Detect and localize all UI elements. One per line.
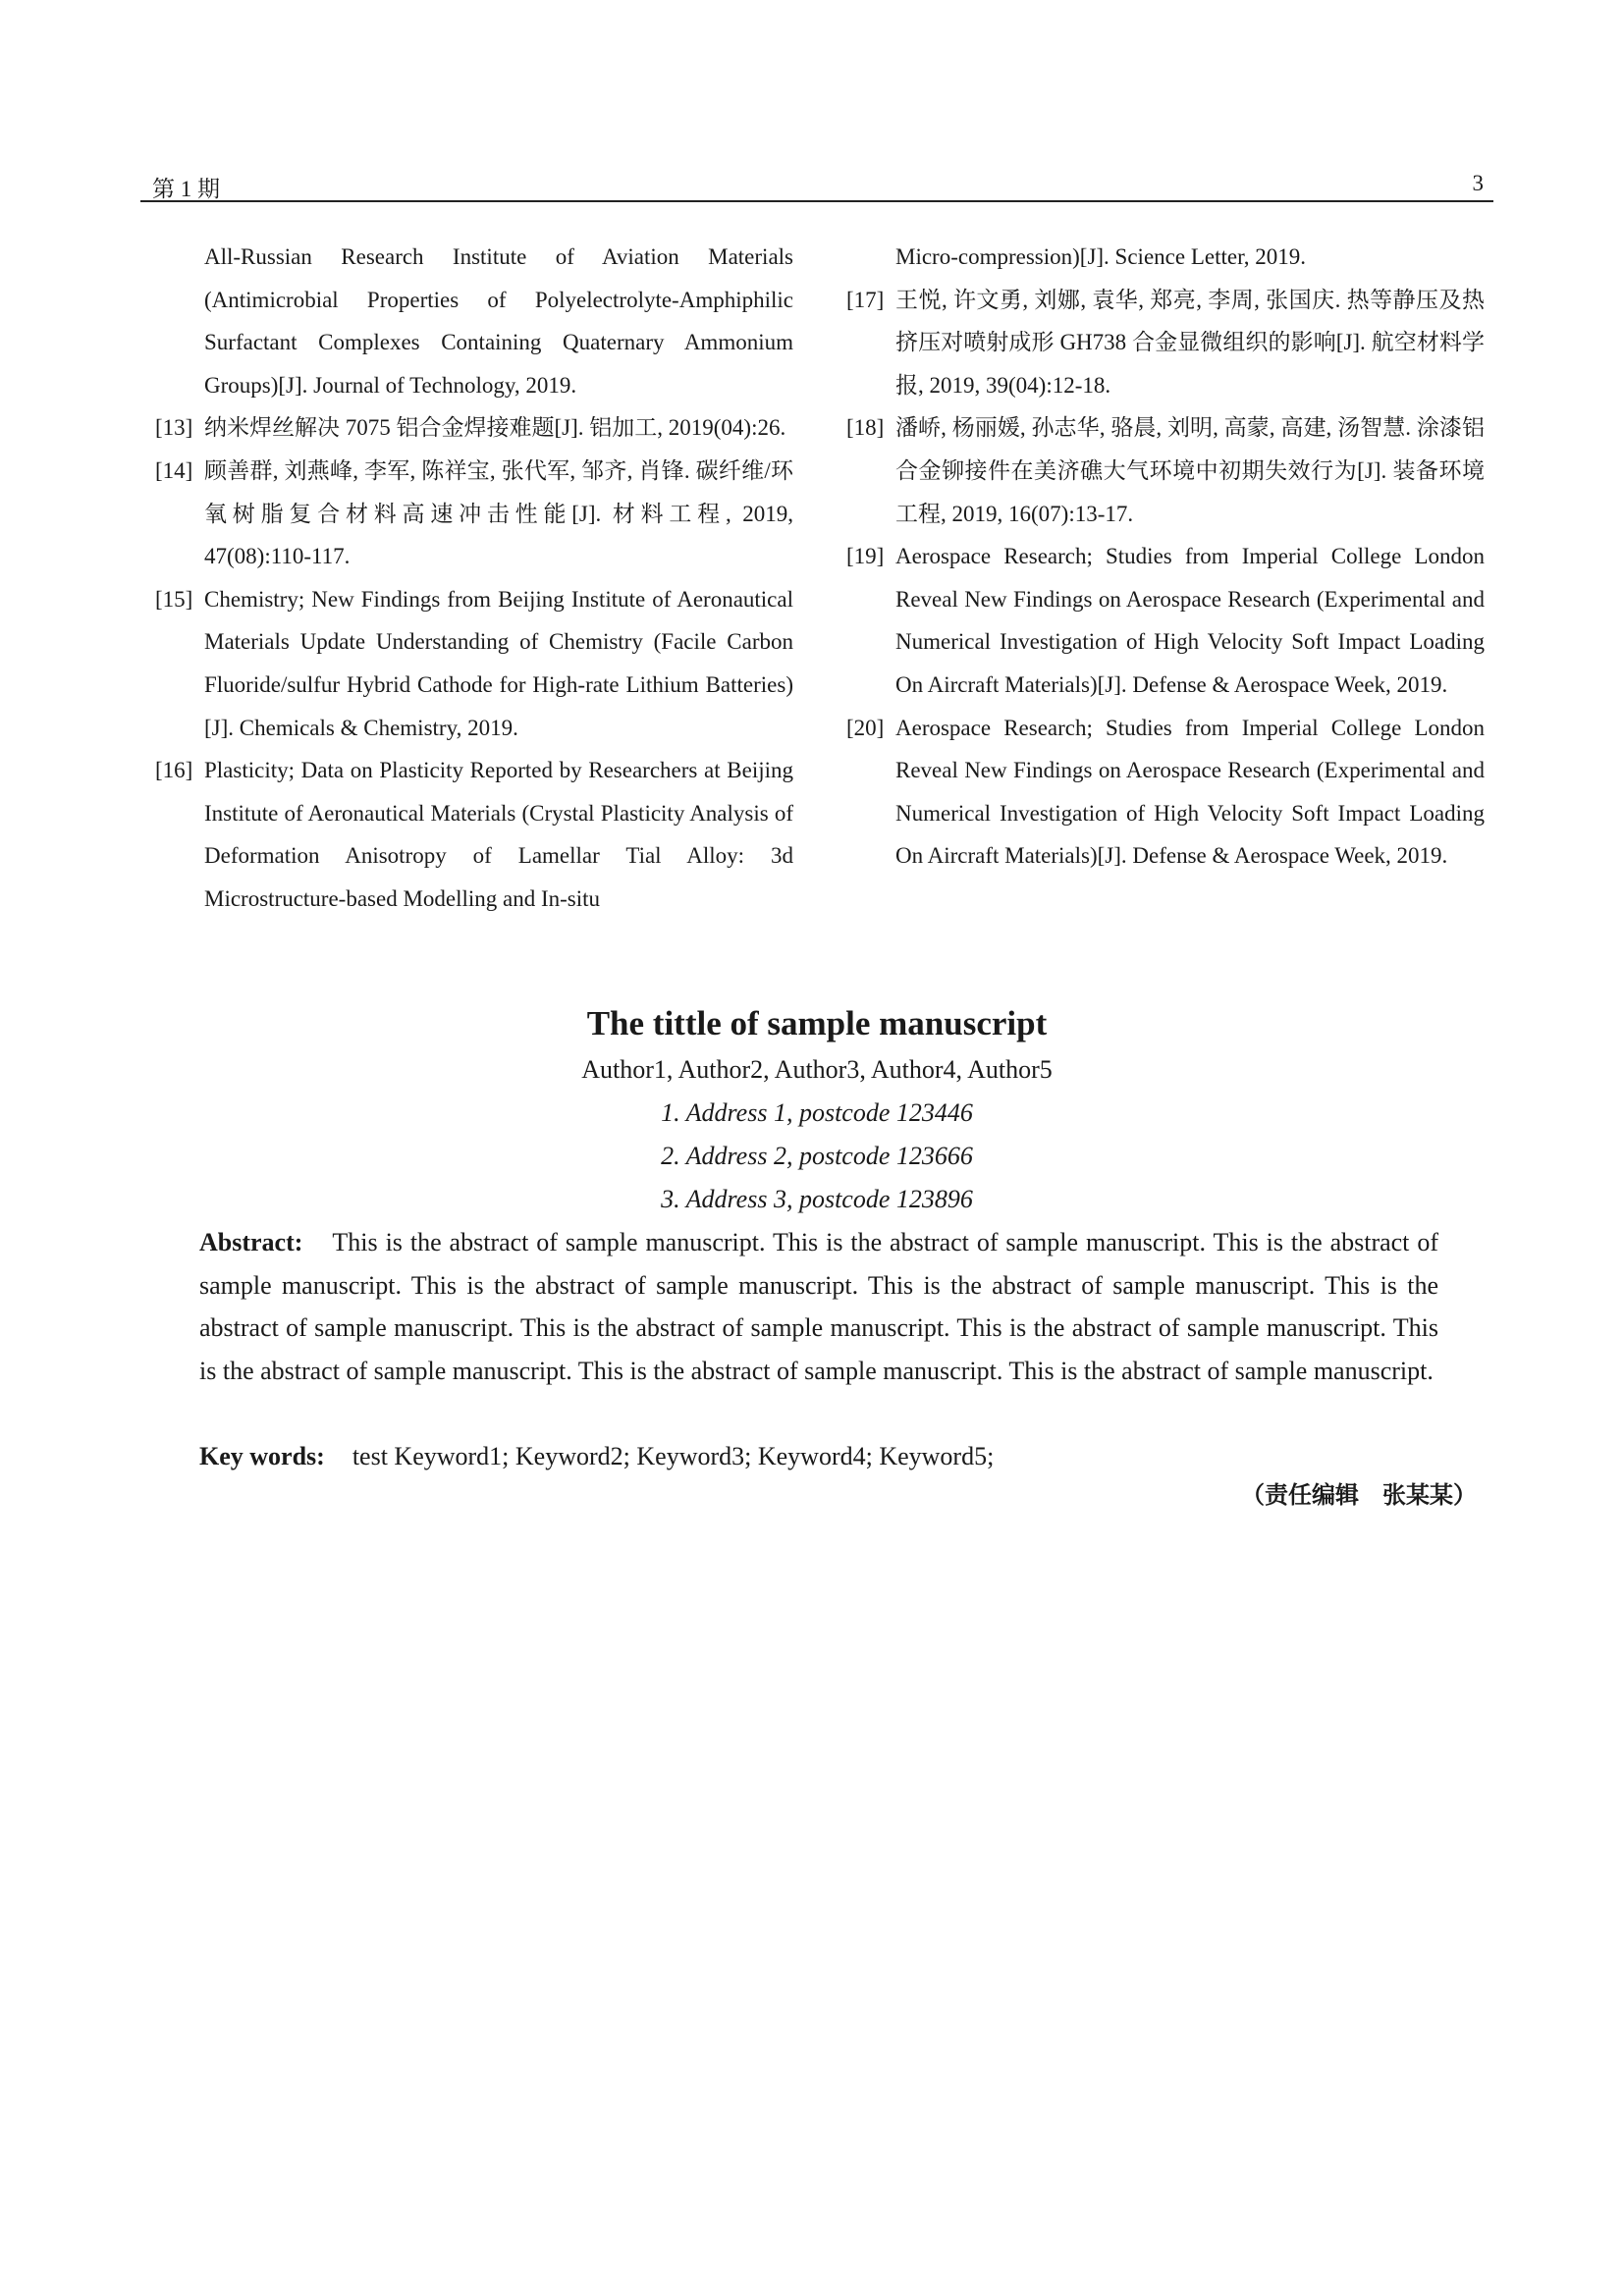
reference-text: Plasticity; Data on Plasticity Reported by Researchers at Beijing Institute of Aeronautical Materials (Crystal Plasticity Analysis of Deformation Anisotropy of Lamellar Tial Alloy: 3d Microstructure-based Modelling and In-situ <box>204 758 793 911</box>
abstract-label: Abstract: <box>199 1228 303 1256</box>
reference-text: Aerospace Research; Studies from Imperial College London Reveal New Findings on Aerospace Research (Experimental and Numerical Investigation of High Velocity Soft Impact Loading On Aircraft Materials)[J]. Defense & Aerospace Week, 2019. <box>895 544 1485 697</box>
reference-text: Micro-compression)[J]. Science Letter, 2019. <box>895 244 1307 269</box>
reference-item <box>155 406 793 450</box>
issue-number: 第 1 期 <box>152 177 220 201</box>
reference-number: [14] <box>155 457 193 483</box>
reference-item <box>155 450 793 578</box>
address-line: 3. Address 3, postcode 123896 <box>661 1185 973 1213</box>
english-abstract <box>199 1221 1438 1392</box>
reference-number: [15] <box>155 586 193 612</box>
address-line: 1. Address 1, postcode 123446 <box>661 1098 973 1127</box>
reference-text: 潘峤, 杨丽媛, 孙志华, 骆晨, 刘明, 高蒙, 高建, 汤智慧. 涂漆铝合金铆接件在美济礁大气环境中初期失效行为[J]. 装备环境工程, 2019, 16(07):13-17. <box>895 415 1485 526</box>
reference-item <box>155 578 793 749</box>
reference-item <box>846 279 1485 407</box>
running-header <box>140 167 1493 202</box>
english-title-block <box>140 999 1493 1221</box>
reference-item <box>155 236 793 406</box>
reference-number: [20] <box>846 715 885 740</box>
reference-text: Aerospace Research; Studies from Imperial College London Reveal New Findings on Aerospace Research (Experimental and Numerical Investigation of High Velocity Soft Impact Loading On Aircraft Materials)[J]. Defense & Aerospace Week, 2019. <box>895 715 1485 869</box>
references-column-left <box>155 236 793 921</box>
reference-item <box>846 406 1485 535</box>
reference-item <box>846 707 1485 878</box>
keywords-label: Key words: <box>199 1442 325 1470</box>
abstract-text: This is the abstract of sample manuscript. This is the abstract of sample manuscript. This is the abstract of sample manuscript. This is the abstract of sample manuscript. This is the abstract of sample manuscript. This is the abstract of sample manuscript. This is the abstract of sample manuscript. This is the abstract of sample manuscript. This is the abstract of sample manuscript. This is the abstract of sample manuscript. This is the abstract of sample manuscript. <box>199 1228 1438 1385</box>
reference-number: [17] <box>846 287 885 312</box>
keywords-text: test Keyword1; Keyword2; Keyword3; Keyword4; Keyword5; <box>352 1442 995 1470</box>
english-keywords <box>199 1435 1438 1477</box>
reference-item <box>846 535 1485 706</box>
reference-text: All-Russian Research Institute of Aviation Materials (Antimicrobial Properties of Polyelectrolyte-Amphiphilic Surfactant Complexes Containing Quaternary Ammonium Groups)[J]. Journal of Technology, 2019. <box>204 244 793 398</box>
reference-item <box>846 236 1485 279</box>
reference-text: Chemistry; New Findings from Beijing Institute of Aeronautical Materials Update Understanding of Chemistry (Facile Carbon Fluoride/sulfur Hybrid Cathode for High-rate Lithium Batteries)[J]. Chemicals & Chemistry, 2019. <box>204 586 793 740</box>
reference-number: [18] <box>846 415 885 441</box>
reference-number: [16] <box>155 758 193 783</box>
reference-number: [19] <box>846 544 885 569</box>
reference-text: 顾善群, 刘燕峰, 李军, 陈祥宝, 张代军, 邹齐, 肖锋. 碳纤维/环氧树脂复合材料高速冲击性能[J]. 材料工程, 2019, 47(08):110-117. <box>204 457 793 569</box>
reference-item <box>155 749 793 920</box>
reference-text: 纳米焊丝解决 7075 铝合金焊接难题[J]. 铝加工, 2019(04):26. <box>204 415 786 441</box>
references-column-right <box>846 236 1485 878</box>
reference-number: [13] <box>155 415 193 441</box>
english-title: The tittle of sample manuscript <box>586 1004 1048 1042</box>
page-number: 3 <box>1472 171 1484 195</box>
address-line: 2. Address 2, postcode 123666 <box>661 1142 973 1170</box>
author-list: Author1, Author2, Author3, Author4, Author5 <box>581 1055 1053 1084</box>
responsible-editor: （责任编辑 张某某） <box>1241 1483 1477 1509</box>
reference-text: 王悦, 许文勇, 刘娜, 袁华, 郑亮, 李周, 张国庆. 热等静压及热挤压对喷射成形 GH738 合金显微组织的影响[J]. 航空材料学报, 2019, 39(04):12-18. <box>895 287 1485 398</box>
